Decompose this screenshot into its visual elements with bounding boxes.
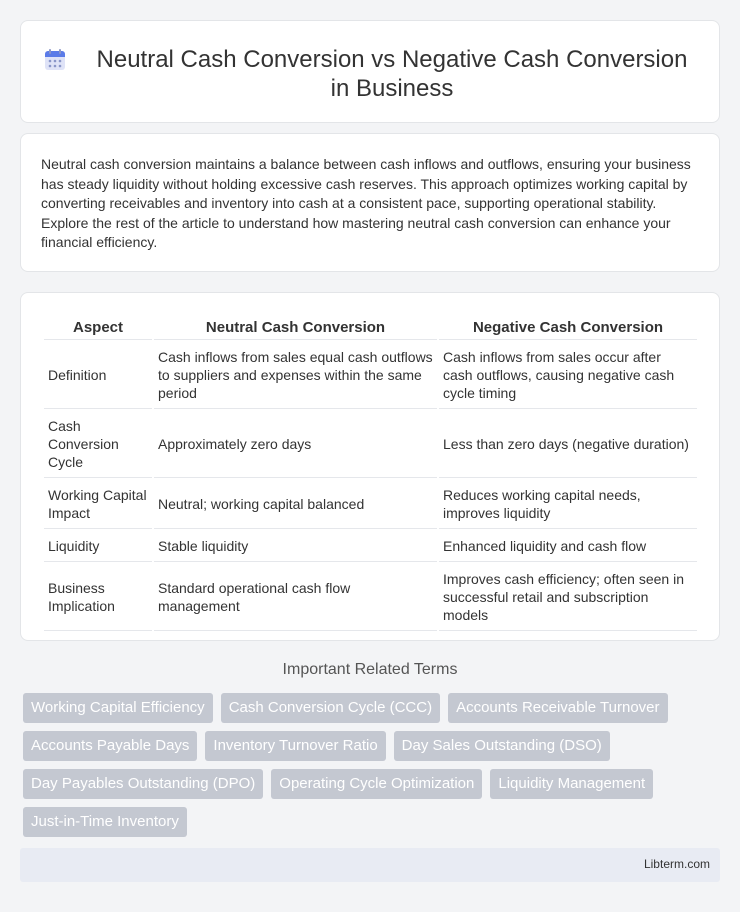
intro-card <box>20 133 720 272</box>
header-negative: Negative Cash Conversion <box>439 315 697 340</box>
header-neutral: Neutral Cash Conversion <box>154 315 437 340</box>
related-term-tag[interactable]: Day Payables Outstanding (DPO) <box>23 769 263 799</box>
intro-paragraph: Neutral cash conversion maintains a balance between cash inflows and outflows, ensuring your business has steady liquidity without holding excessive cash reserves. This approach optimizes working capital by converting receivables and inventory into cash at a consistent pace, supporting operational stability. Explore the rest of the article to understand how mastering neutral cash conversion can enhance your financial efficiency. <box>41 156 691 250</box>
row-negative: Improves cash efficiency; often seen in successful retail and subscription models <box>439 564 697 631</box>
related-term-tag[interactable]: Operating Cycle Optimization <box>271 769 482 799</box>
related-term-tag[interactable]: Working Capital Efficiency <box>23 693 213 723</box>
related-term-tag[interactable]: Accounts Receivable Turnover <box>448 693 667 723</box>
row-aspect: Business Implication <box>44 564 152 631</box>
table-row <box>44 564 697 631</box>
header-card <box>20 20 720 123</box>
related-term-tag[interactable]: Liquidity Management <box>490 769 653 799</box>
related-term-tag[interactable]: Day Sales Outstanding (DSO) <box>394 731 610 761</box>
related-term-tag[interactable]: Accounts Payable Days <box>23 731 197 761</box>
calendar-icon <box>43 48 67 72</box>
row-neutral: Standard operational cash flow management <box>154 564 437 631</box>
footer-bar <box>20 848 720 882</box>
row-neutral: Approximately zero days <box>154 411 437 478</box>
row-negative: Reduces working capital needs, improves liquidity <box>439 480 697 529</box>
related-term-tag[interactable]: Cash Conversion Cycle (CCC) <box>221 693 440 723</box>
comparison-table <box>42 313 699 633</box>
row-negative: Enhanced liquidity and cash flow <box>439 531 697 562</box>
row-neutral: Stable liquidity <box>154 531 437 562</box>
table-row <box>44 411 697 478</box>
row-negative: Less than zero days (negative duration) <box>439 411 697 478</box>
footer-brand-link[interactable]: Libterm.com <box>643 857 710 871</box>
table-header-row <box>44 315 697 340</box>
related-terms-list <box>23 693 713 837</box>
related-terms-title: Important Related Terms <box>282 661 458 678</box>
comparison-table-card <box>20 292 720 641</box>
page-title: Neutral Cash Conversion vs Negative Cash Conversion in Business <box>96 46 688 102</box>
table-row <box>44 531 697 562</box>
row-aspect: Working Capital Impact <box>44 480 152 529</box>
table-row <box>44 342 697 409</box>
row-aspect: Definition <box>44 342 152 409</box>
table-row <box>44 480 697 529</box>
related-term-tag[interactable]: Just-in-Time Inventory <box>23 807 187 837</box>
row-aspect: Liquidity <box>44 531 152 562</box>
row-neutral: Neutral; working capital balanced <box>154 480 437 529</box>
header-aspect: Aspect <box>44 315 152 340</box>
row-aspect: Cash Conversion Cycle <box>44 411 152 478</box>
row-neutral: Cash inflows from sales equal cash outflows to suppliers and expenses within the same period <box>154 342 437 409</box>
row-negative: Cash inflows from sales occur after cash outflows, causing negative cash cycle timing <box>439 342 697 409</box>
related-term-tag[interactable]: Inventory Turnover Ratio <box>205 731 385 761</box>
